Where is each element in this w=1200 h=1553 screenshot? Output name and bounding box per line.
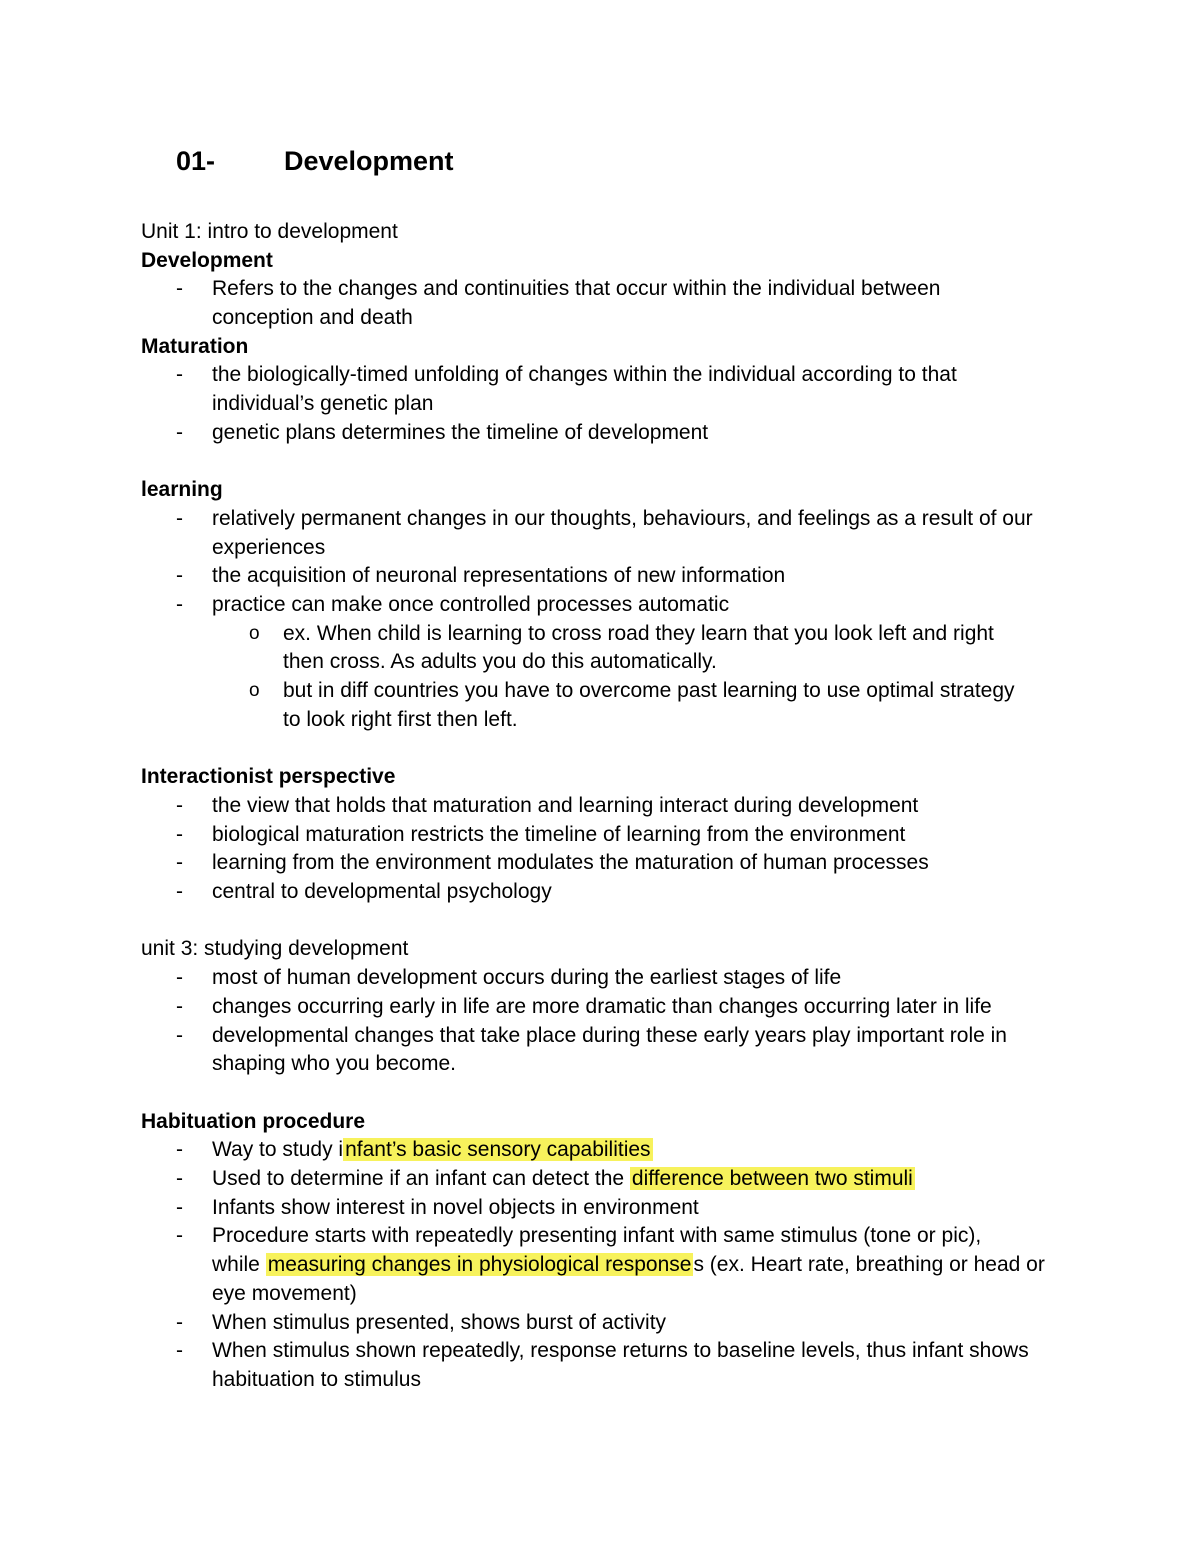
dash-marker: -	[176, 277, 183, 301]
list-item-text: practice can make once controlled processes automatic	[212, 593, 730, 617]
dash-marker: -	[176, 851, 183, 875]
list-item-text: then cross. As adults you do this automatically.	[283, 650, 717, 674]
list-item-text: developmental changes that take place during these early years play important role in	[212, 1023, 1007, 1047]
unit1-heading: Unit 1: intro to development	[141, 220, 398, 243]
list-item-text	[212, 1165, 1081, 1194]
list-item	[141, 792, 1081, 821]
development-heading: Development	[141, 248, 273, 272]
dash-marker: -	[176, 564, 183, 588]
sub-list-item	[141, 677, 1081, 734]
list-item-text: central to developmental psychology	[212, 880, 552, 904]
list-item	[141, 361, 1081, 418]
dash-marker: -	[176, 966, 183, 990]
list-item-text: to look right first then left.	[283, 707, 518, 731]
circle-marker: o	[249, 680, 260, 702]
list-item-text	[212, 1251, 1081, 1280]
dash-marker: -	[176, 880, 183, 904]
text-segment: Used to determine if an infant can detect the	[212, 1167, 630, 1191]
list-item-text: relatively permanent changes in our thoughts, behaviours, and feelings as a result of our	[212, 506, 1033, 530]
list-item	[141, 821, 1081, 850]
text-segment: s (ex. Heart rate, breathing or head or	[693, 1253, 1045, 1277]
dash-marker: -	[176, 420, 183, 444]
unit3-heading: unit 3: studying development	[141, 937, 409, 961]
dash-marker: -	[176, 822, 183, 846]
page-title	[176, 144, 454, 178]
list-item	[141, 591, 1081, 620]
highlighted-text: measuring changes in physiological response	[267, 1253, 692, 1277]
list-item-text: the acquisition of neuronal representations of new information	[212, 564, 786, 588]
title-number: 01-	[176, 146, 216, 176]
list-item-text: the view that holds that maturation and learning interact during development	[212, 793, 919, 817]
list-item	[141, 419, 1081, 448]
highlighted-text: difference between two stimuli	[631, 1167, 913, 1191]
dash-marker: -	[176, 506, 183, 530]
list-item	[141, 878, 1081, 907]
dash-marker: -	[176, 1224, 183, 1248]
list-item	[141, 1165, 1081, 1194]
list-item	[141, 1022, 1081, 1079]
dash-marker: -	[176, 1023, 183, 1047]
list-item-text: Infants show interest in novel objects in environment	[212, 1195, 699, 1219]
list-item-text: habituation to stimulus	[212, 1367, 421, 1391]
list-item	[141, 849, 1081, 878]
list-item-text: conception and death	[212, 306, 413, 330]
list-item	[141, 275, 1081, 332]
list-item-text: eye movement)	[212, 1281, 357, 1305]
list-item-text: When stimulus presented, shows burst of activity	[212, 1310, 667, 1334]
list-item	[141, 1136, 1081, 1165]
dash-marker: -	[176, 1167, 183, 1191]
list-item-text: changes occurring early in life are more dramatic than changes occurring later in life	[212, 994, 992, 1018]
circle-marker: o	[249, 622, 260, 644]
dash-marker: -	[176, 994, 183, 1018]
list-item-text: but in diff countries you have to overcome past learning to use optimal strategy	[283, 679, 1015, 703]
habituation-heading: Habituation procedure	[141, 1109, 366, 1133]
text-segment: Way to study i	[212, 1138, 344, 1162]
highlighted-text: nfant’s basic sensory capabilities	[345, 1138, 651, 1162]
list-item	[141, 1309, 1081, 1338]
list-item-text: biological maturation restricts the timeline of learning from the environment	[212, 822, 906, 846]
dash-marker: -	[176, 593, 183, 617]
list-item	[141, 1222, 1081, 1308]
list-item-text: Refers to the changes and continuities that occur within the individual between	[212, 277, 941, 301]
text-segment: while	[212, 1253, 266, 1277]
dash-marker: -	[176, 363, 183, 387]
list-item-text	[212, 1136, 1081, 1165]
list-item-text: most of human development occurs during the earliest stages of life	[212, 966, 842, 990]
list-item	[141, 1337, 1081, 1394]
list-item-text: genetic plans determines the timeline of development	[212, 420, 709, 444]
list-item	[141, 993, 1081, 1022]
list-item-text: Procedure starts with repeatedly presenting infant with same stimulus (tone or pic),	[212, 1224, 982, 1248]
dash-marker: -	[176, 1195, 183, 1219]
document-body	[141, 218, 1081, 1395]
list-item	[141, 964, 1081, 993]
learning-heading: learning	[141, 478, 223, 502]
dash-marker: -	[176, 1138, 183, 1162]
title-text: Development	[284, 146, 454, 176]
list-item-text: experiences	[212, 535, 326, 559]
list-item-text: When stimulus shown repeatedly, response returns to baseline levels, thus infant shows	[212, 1339, 1029, 1363]
list-item-text: the biologically-timed unfolding of changes within the individual according to that	[212, 363, 957, 387]
maturation-heading: Maturation	[141, 334, 249, 358]
interactionist-heading: Interactionist perspective	[141, 765, 396, 789]
list-item	[141, 505, 1081, 562]
dash-marker: -	[176, 1339, 183, 1363]
sub-list-item	[141, 620, 1081, 677]
list-item	[141, 562, 1081, 591]
list-item-text: shaping who you become.	[212, 1052, 456, 1076]
list-item	[141, 1194, 1081, 1223]
list-item-text: learning from the environment modulates the maturation of human processes	[212, 851, 929, 875]
dash-marker: -	[176, 793, 183, 817]
list-item-text: ex. When child is learning to cross road they learn that you look left and right	[283, 621, 994, 645]
list-item-text: individual’s genetic plan	[212, 392, 434, 416]
dash-marker: -	[176, 1310, 183, 1334]
